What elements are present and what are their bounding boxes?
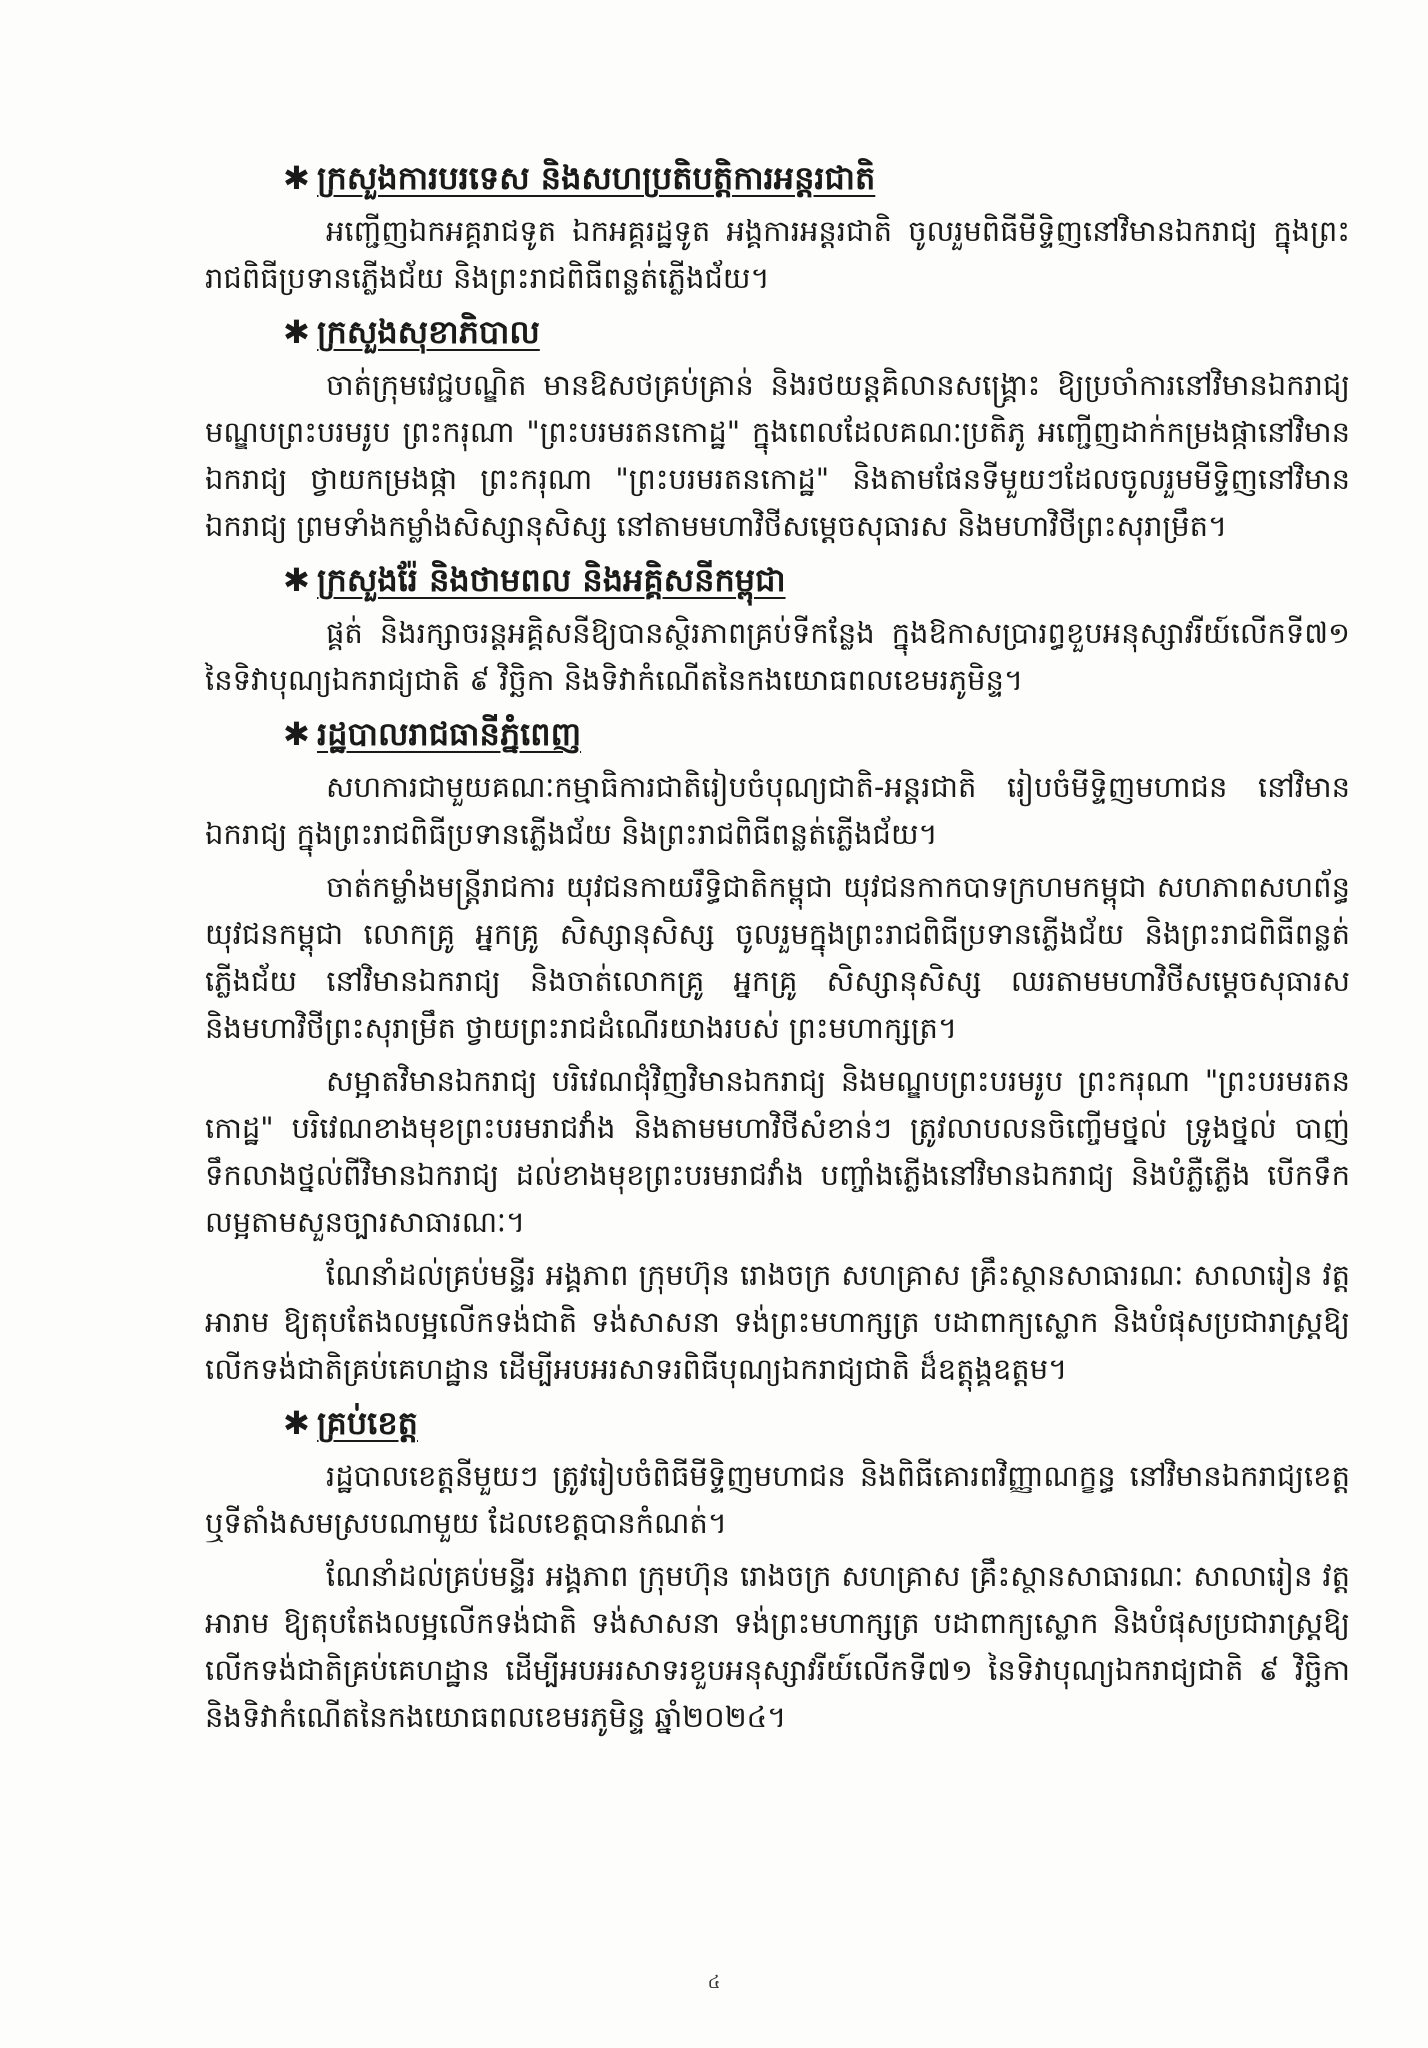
paragraph: រដ្ឋបាលខេត្តនីមួយៗ ត្រូវរៀបចំពិធីមីទ្ទិញមហាជន និងពិធីគោរពវិញ្ញាណក្ខន្ធ នៅវិមានឯករាជ្យខេត្ត ឬទីតាំងសមស្របណាមួយ ដែលខេត្តបានកំណត់។ [205,1459,1350,1540]
paragraph: សហការជាមួយគណៈកម្មាធិការជាតិរៀបចំបុណ្យជាតិ-អន្តរជាតិ រៀបចំមីទ្ទិញមហាជន នៅវិមានឯករាជ្យ ក្នុងព្រះរាជពិធីប្រទានភ្លើងជ័យ និងព្រះរាជពិធីពន្លត់ភ្លើងជ័យ។ [205,770,1350,851]
page-number: ៤ [707,1972,721,1993]
paragraph: ផ្គត់ និងរក្សាចរន្តអគ្គិសនីឱ្យបានស្ថិរភាពគ្រប់ទីកន្លែង ក្នុងឱកាសប្រារព្ធខួបអនុស្សាវរីយ៍លើកទី៧១ នៃទិវាបុណ្យឯករាជ្យជាតិ ៩ វិច្ឆិកា និងទិវាកំណើតនៃកងយោធពលខេមរភូមិន្ទ។ [205,616,1350,697]
section-heading-text: ក្រសួងសុខាភិបាល [317,313,540,351]
asterisk-bullet-icon: ✱ [283,1404,310,1442]
asterisk-bullet-icon: ✱ [283,159,310,197]
document-body [205,150,1350,1747]
asterisk-bullet-icon: ✱ [283,313,310,351]
paragraph: ណែនាំដល់គ្រប់មន្ទីរ អង្គភាព ក្រុមហ៊ុន រោងចក្រ សហគ្រាស គ្រឹះស្ថានសាធារណៈ សាលារៀន វត្តអារាម ឱ្យតុបតែងលម្អលើកទង់ជាតិ ទង់សាសនា ទង់ព្រះមហាក្សត្រ បដាពាក្យស្លោក និងបំផុសប្រជារាស្ត្រឱ្យលើកទង់ជាតិគ្រប់គេហដ្ឋាន ដើម្បីអបអរសាទរពិធីបុណ្យឯករាជ្យជាតិ ដ៏ឧត្តុង្គឧត្តម។ [205,1258,1350,1386]
asterisk-bullet-icon: ✱ [283,561,310,599]
paragraph: ណែនាំដល់គ្រប់មន្ទីរ អង្គភាព ក្រុមហ៊ុន រោងចក្រ សហគ្រាស គ្រឹះស្ថានសាធារណៈ សាលារៀន វត្តអារាម ឱ្យតុបតែងលម្អលើកទង់ជាតិ ទង់សាសនា ទង់ព្រះមហាក្សត្រ បដាពាក្យស្លោក និងបំផុសប្រជារាស្ត្រឱ្យលើកទង់ជាតិគ្រប់គេហដ្ឋាន ដើម្បីអបអរសាទរខួបអនុស្សាវរីយ៍លើកទី៧១ នៃទិវាបុណ្យឯករាជ្យជាតិ ៩ វិច្ឆិកា និងទិវាកំណើតនៃកងយោធពលខេមរភូមិន្ទ ឆ្នាំ២០២៤។ [205,1559,1350,1734]
section-heading-foreign-affairs [283,154,1350,202]
paragraph: ចាត់ក្រុមវេជ្ជបណ្ឌិត មានឱសថគ្រប់គ្រាន់ និងរថយន្តគិលានសង្គ្រោះ ឱ្យប្រចាំការនៅវិមានឯករាជ្យ មណ្ឌបព្រះបរមរូប ព្រះករុណា "ព្រះបរមរតនកោដ្ឋ" ក្នុងពេលដែលគណៈប្រតិភូ អញ្ជើញដាក់កម្រងផ្កានៅវិមានឯករាជ្យ ថ្វាយកម្រងផ្កា ព្រះករុណា "ព្រះបរមរតនកោដ្ឋ" និងតាមផែនទីមួយៗដែលចូលរួមមីទ្ទិញនៅវិមានឯករាជ្យ ព្រមទាំងកម្លាំងសិស្សានុសិស្ស នៅតាមមហាវិថីសម្ដេចសុធារស និងមហាវិថីព្រះសុរាម្រឹត។ [205,368,1350,543]
section-heading-text: ក្រសួងរ៉ែ និងថាមពល និងអគ្គិសនីកម្ពុជា [317,561,786,599]
asterisk-bullet-icon: ✱ [283,715,310,753]
section-heading-health [283,308,1350,356]
section-heading-all-provinces [283,1399,1350,1447]
section-heading-text: រដ្ឋបាលរាជធានីភ្នំពេញ [317,715,582,753]
section-heading-phnom-penh [283,710,1350,758]
paragraph: សម្អាតវិមានឯករាជ្យ បរិវេណជុំវិញវិមានឯករាជ្យ និងមណ្ឌបព្រះបរមរូប ព្រះករុណា "ព្រះបរមរតនកោដ្ឋ" បរិវេណខាងមុខព្រះបរមរាជវាំង និងតាមមហាវិថីសំខាន់ៗ ត្រូវលាបលនចិញ្ចើមថ្នល់ ទ្រូងថ្នល់ បាញ់ទឹកលាងថ្នល់ពីវិមានឯករាជ្យ ដល់ខាងមុខព្រះបរមរាជវាំង បញ្ចាំងភ្លើងនៅវិមានឯករាជ្យ និងបំភ្លឺភ្លើង បើកទឹកលម្អតាមសួនច្បារសាធារណៈ។ [205,1064,1350,1239]
section-heading-mines-energy [283,556,1350,604]
paragraph: ចាត់កម្លាំងមន្ត្រីរាជការ យុវជនកាយរឹទ្ធិជាតិកម្ពុជា យុវជនកាកបាទក្រហមកម្ពុជា សហភាពសហព័ន្ធយុវជនកម្ពុជា លោកគ្រូ អ្នកគ្រូ សិស្សានុសិស្ស ចូលរួមក្នុងព្រះរាជពិធីប្រទានភ្លើងជ័យ និងព្រះរាជពិធីពន្លត់ភ្លើងជ័យ នៅវិមានឯករាជ្យ និងចាត់លោកគ្រូ អ្នកគ្រូ សិស្សានុសិស្ស ឈរតាមមហាវិថីសម្ដេចសុធារស និងមហាវិថីព្រះសុរាម្រឹត ថ្វាយព្រះរាជដំណើរយាងរបស់ ព្រះមហាក្សត្រ។ [205,870,1350,1045]
section-heading-text: គ្រប់ខេត្ត [317,1404,418,1442]
section-heading-text: ក្រសួងការបរទេស និងសហប្រតិបត្តិការអន្តរជាតិ [317,159,876,197]
paragraph: អញ្ជើញឯកអគ្គរាជទូត ឯកអគ្គរដ្ឋទូត អង្គការអន្តរជាតិ ចូលរួមពិធីមីទ្ទិញនៅវិមានឯករាជ្យ ក្នុងព្រះរាជពិធីប្រទានភ្លើងជ័យ និងព្រះរាជពិធីពន្លត់ភ្លើងជ័យ។ [205,214,1350,295]
